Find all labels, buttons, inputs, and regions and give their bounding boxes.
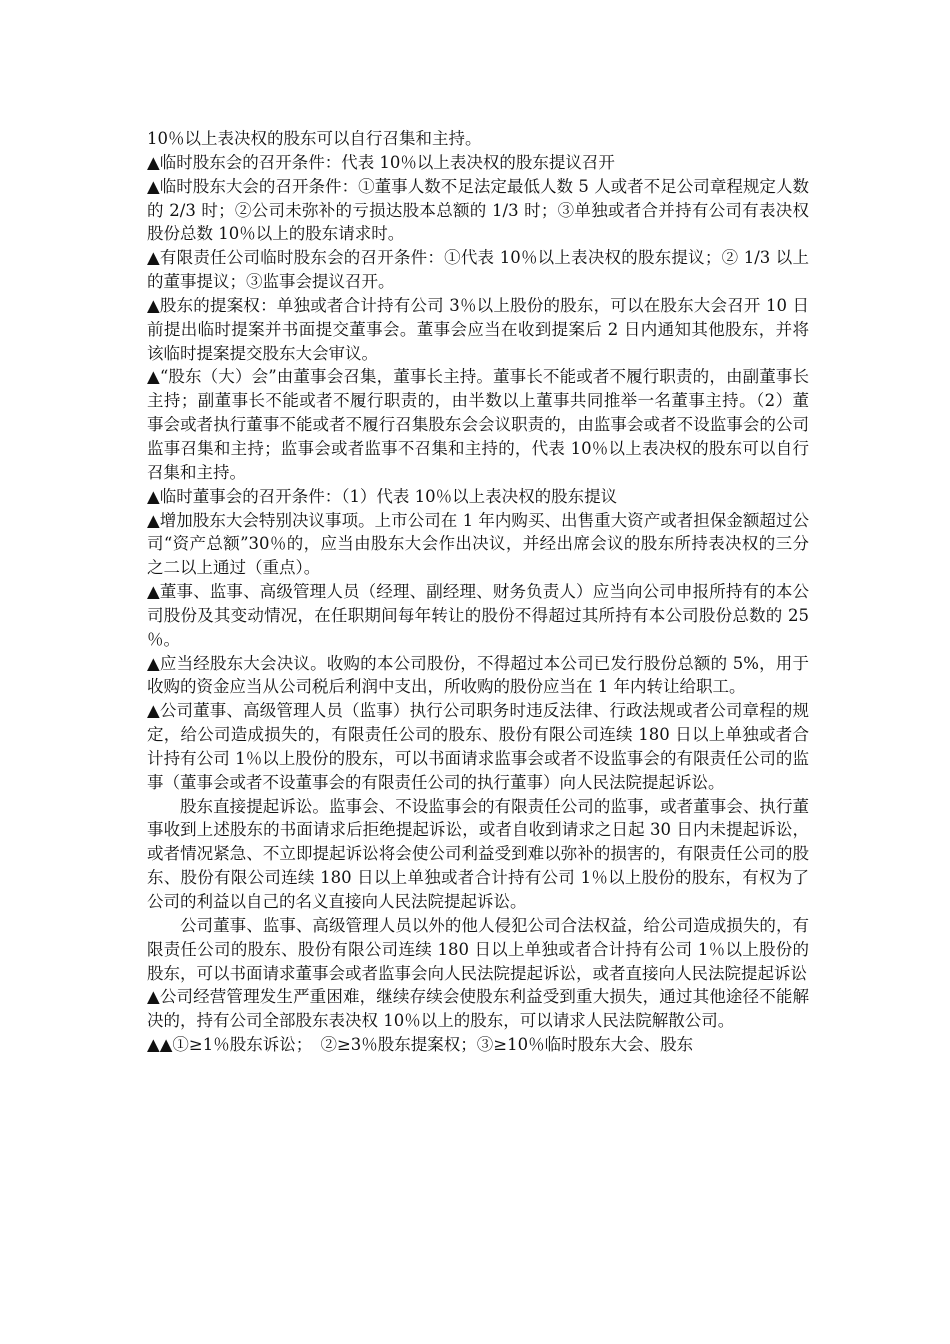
paragraph-9: ▲董事、监事、高级管理人员（经理、副经理、财务负责人）应当向公司申报所持有的本公司股份及其变动情况，在任职期间每年转让的股份不得超过其所持有本公司股份总数的 25％。 [147,582,809,649]
paragraph-5: ▲股东的提案权：单独或者合计持有公司 3％以上股份的股东，可以在股东大会召开 10 日前提出临时提案并书面提交董事会。董事会应当在收到提案后 2 日内通知其他股东，并将该临时提案提交股东大会审议。 [147,295,809,363]
document-body [147,127,809,1057]
paragraph-3: ▲临时股东大会的召开条件：①董事人数不足法定最低人数 5 人或者不足公司章程规定人数的 2/3 时；②公司未弥补的亏损达股本总额的 1/3 时；③单独或者合并持有公司有表决权股份总数 10％以上的股东请求时。 [147,176,809,244]
paragraph-13: 公司董事、监事、高级管理人员以外的他人侵犯公司合法权益，给公司造成损失的，有限责任公司的股东、股份有限公司连续 180 日以上单独或者合计持有公司 1％以上股份的股东，可以书面请求董事会或者监事会向人民法院提起诉讼，或者直接向人民法院提起诉讼 [147,915,809,983]
paragraph-2: ▲临时股东会的召开条件：代表 10％以上表决权的股东提议召开 [147,152,615,172]
paragraph-11: ▲公司董事、高级管理人员（监事）执行公司职务时违反法律、行政法规或者公司章程的规定，给公司造成损失的，有限责任公司的股东、股份有限公司连续 180 日以上单独或者合计持有公司 1％以上股份的股东，可以书面请求监事会或者不设监事会的有限责任公司的监事（董事会或者不设董事会的有限责任公司的执行董事）向人民法院提起诉讼。 [147,701,809,792]
paragraph-1: 10％以上表决权的股东可以自行召集和主持。 [147,129,482,148]
paragraph-8: ▲增加股东大会特别决议事项。上市公司在 1 年内购买、出售重大资产或者担保金额超过公司“资产总额”30％的，应当由股东大会作出决议，并经出席会议的股东所持表决权的三分之二以上通过（重点）。 [147,510,809,578]
paragraph-15: ▲▲①≥1％股东诉讼； ②≥3％股东提案权；③≥10％临时股东大会、股东 [147,1035,694,1055]
paragraph-7: ▲临时董事会的召开条件：（1）代表 10％以上表决权的股东提议 [147,486,618,506]
paragraph-12: 股东直接提起诉讼。监事会、不设监事会的有限责任公司的监事，或者董事会、执行董事收到上述股东的书面请求后拒绝提起诉讼，或者自收到请求之日起 30 日内未提起诉讼，或者情况紧急、不立即提起诉讼将会使公司利益受到难以弥补的损害的，有限责任公司的股东、股份有限公司连续 180 日以上单独或者合计持有公司 1％以上股份的股东，有权为了公司的利益以自己的名义直接向人民法院提起诉讼。 [147,796,809,911]
paragraph-10: ▲应当经股东大会决议。收购的本公司股份，不得超过本公司已发行股份总额的 5%，用于收购的资金应当从公司税后利润中支出，所收购的股份应当在 1 年内转让给职工。 [147,653,809,697]
paragraph-14: ▲公司经营管理发生严重困难，继续存续会使股东利益受到重大损失，通过其他途径不能解决的，持有公司全部股东表决权 10％以上的股东，可以请求人民法院解散公司。 [147,987,809,1031]
paragraph-6: ▲“股东（大）会”由董事会召集，董事长主持。董事长不能或者不履行职责的，由副董事长主持；副董事长不能或者不履行职责的，由半数以上董事共同推举一名董事主持。（2）董事会或者执行董事不能或者不履行召集股东会会议职责的，由监事会或者不设监事会的公司监事召集和主持；监事会或者监事不召集和主持的，代表 10％以上表决权的股东可以自行召集和主持。 [147,367,809,482]
paragraph-4: ▲有限责任公司临时股东会的召开条件：①代表 10％以上表决权的股东提议；② 1/3 以上的董事提议；③监事会提议召开。 [147,248,809,292]
